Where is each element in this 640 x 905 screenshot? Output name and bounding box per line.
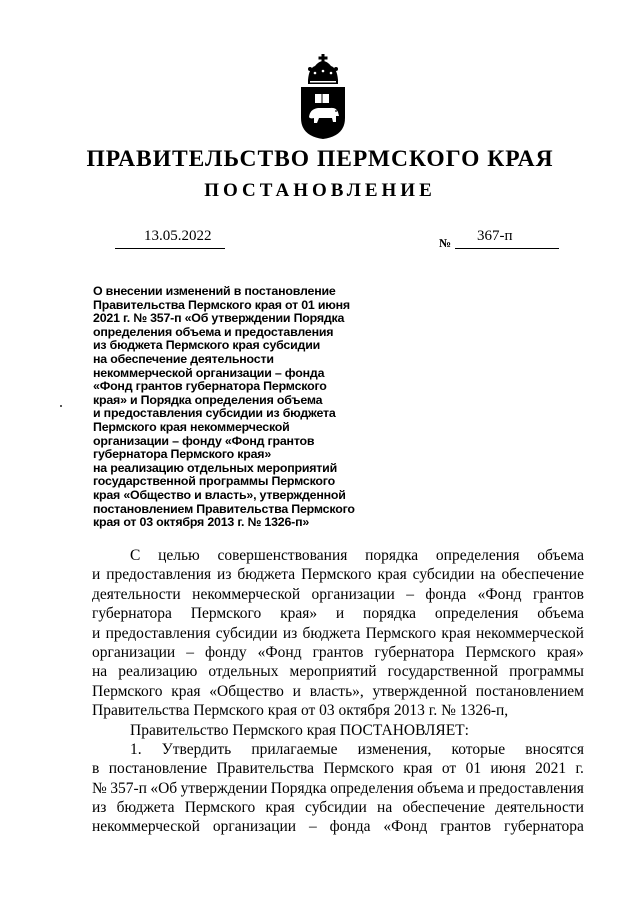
body-word: края [403,760,433,778]
body-line [92,721,584,740]
body-word: обеспечение [501,566,584,584]
body-word: утвержденной [372,682,467,700]
document-date: 13.05.2022 [144,228,212,244]
subject-line: О внесении изменений в постановление [93,284,336,298]
document-type: ПОСТАНОВЛЕНИЕ [204,180,436,201]
date-underline [115,248,225,249]
body-word: Пермского [465,643,536,661]
body-word: Пермского [301,566,372,584]
body-word: и [467,779,476,797]
body-word: 2021 [535,760,567,778]
body-word: на [92,663,108,681]
body-word: предоставления [478,779,584,797]
body-word: «Общество [209,682,284,700]
body-word: некоммерческой [475,624,584,642]
document-subject [93,285,423,530]
body-line [92,817,584,836]
body-word: фонду [204,643,247,661]
body-word: власть», [309,682,364,700]
body-word: утверждении [180,779,268,797]
body-word: порядка [365,547,419,564]
body-word: на [377,799,393,817]
body-word: бюджета [237,566,296,584]
subject-line: на реализацию отдельных мероприятий [93,460,338,475]
body-word: на [480,566,496,584]
body-word: из [92,799,107,817]
body-word: из [282,624,298,642]
body-word: порядка [363,605,417,623]
body-line [92,662,584,681]
body-word: – [308,818,317,836]
body-word: изменения, [357,740,432,758]
subject-line: на обеспечение деятельности [93,351,274,366]
subject-line: Пермского края некоммерческой [93,419,290,434]
body-word: Пермского [323,760,394,778]
body-word: июня [490,760,526,778]
body-word: губернатора [504,818,584,836]
body-word: целью [158,547,200,564]
body-word: определения [434,605,519,623]
body-word: грантов [312,643,364,661]
body-word: и [335,605,345,623]
body-word: «Фонд [383,818,428,836]
body-line [92,779,584,798]
subject-line: Правительства Пермского края от 01 июня [93,297,350,312]
number-underline [455,248,559,249]
body-word: некоммерческой [92,818,200,836]
body-word: определения [435,547,520,564]
subject-line: постановлением Правительства Пермского [93,501,355,516]
body-word: края [377,566,407,584]
body-word: Пермского [92,682,163,700]
body-word: – [186,643,194,661]
body-word: из [217,566,232,584]
body-word: грантов [533,585,584,603]
body-word: организации [92,643,176,661]
body-word: «Об [150,779,178,797]
subject-line: «Фонд грантов губернатора Пермского [93,379,327,394]
body-word: края» [546,643,584,661]
subject-line: края» и Порядка определения объема [93,392,323,407]
body-word: С [130,547,141,564]
body-word: губернатора [374,643,455,661]
body-word: совершенствования [217,547,348,564]
body-line [92,643,584,662]
body-word: отдельных [208,663,279,681]
document-number: 367-п [477,228,513,244]
body-word: бюджета [116,799,175,817]
subject-line: края от 03 октября 2013 г. № 1326-п» [93,515,310,530]
subject-line: и предоставления субсидии из бюджета [93,406,336,421]
subject-line: 2021 г. № 357-п «Об утверждении Порядка [93,311,345,326]
body-word: постановлением [475,682,584,700]
subject-line: организации – фонду «Фонд грантов [93,433,315,448]
body-word: некоммерческой [192,585,301,603]
body-word: Пермского [184,799,256,817]
body-word: определения [330,779,414,797]
body-line [92,604,584,623]
body-word: Утвердить [161,740,232,758]
body-word: г. [575,760,584,778]
body-line [92,682,584,701]
body-word: № [92,779,107,797]
body-word: обеспечение [402,799,485,817]
body-line [92,759,584,778]
body-word: которые [451,740,506,758]
body-word: края [265,799,295,817]
body-word: Правительства [216,760,314,778]
body-line [92,798,584,817]
document-body [92,546,584,837]
subject-line: губернатора Пермского края» [93,447,272,462]
subject-line: края «Общество и власть», утвержденной [93,487,346,502]
body-word: бюджета [302,624,361,642]
body-word: края» [280,605,318,623]
body-word: «Фонд [257,643,302,661]
body-word: в [92,760,100,778]
body-word: субсидии [215,624,278,642]
subject-line: из бюджета Пермского края субсидии [93,338,321,353]
government-title: ПРАВИТЕЛЬСТВО ПЕРМСКОГО КРАЯ [86,146,554,172]
body-word: деятельности [495,799,584,817]
body-word: объема [537,605,584,623]
body-word: субсидии [305,799,367,817]
body-line [92,701,584,720]
body-line [92,546,584,565]
subject-line: определения объема и предоставления [93,324,334,339]
body-word: деятельности [92,585,181,603]
body-word: субсидии [412,566,475,584]
body-word: государственной [387,663,499,681]
body-word: Порядка [270,779,327,797]
body-word: фонда [425,585,467,603]
body-word: Пермского [365,624,437,642]
body-word: от [441,760,457,778]
coat-of-arms-icon [295,50,351,140]
scan-speck [60,405,62,407]
body-word: края [171,682,201,700]
body-word: и [92,624,101,642]
body-line-text: Правительство Пермского края ПОСТАНОВЛЯЕТ: [130,721,469,739]
body-line-text: Правительства Пермского края от 03 октября 2013 г. № 1326-п, [92,702,509,720]
body-word: 357-п [110,779,147,797]
body-word: объема [417,779,464,797]
body-word: предоставления [106,566,212,584]
body-word: и [292,682,301,700]
body-word: организации [311,585,395,603]
body-word: фонда [329,818,371,836]
number-sign: № [439,236,452,250]
body-word: объема [537,547,584,564]
body-word: организации [212,818,297,836]
body-word: программы [509,663,584,681]
body-line [92,565,584,584]
body-word: – [406,585,414,603]
body-word: мероприятий [289,663,377,681]
subject-line: некоммерческой организации – фонда [93,365,325,380]
body-word: прилагаемые [251,740,338,758]
body-word: «Фонд [477,585,522,603]
body-word: грантов [440,818,492,836]
body-word: постановление [108,760,208,778]
body-word: края [441,624,471,642]
body-word: Пермского [190,605,262,623]
body-line [92,740,584,759]
body-word: реализацию [118,663,198,681]
body-word: вносятся [525,740,584,758]
body-word: предоставления [105,624,211,642]
body-line [92,585,584,604]
body-word: и [92,566,101,584]
body-line [92,624,584,643]
subject-line: государственной программы Пермского [93,474,335,489]
body-word: губернатора [92,605,172,623]
body-word: 1. [130,740,142,758]
body-word: 01 [465,760,482,778]
